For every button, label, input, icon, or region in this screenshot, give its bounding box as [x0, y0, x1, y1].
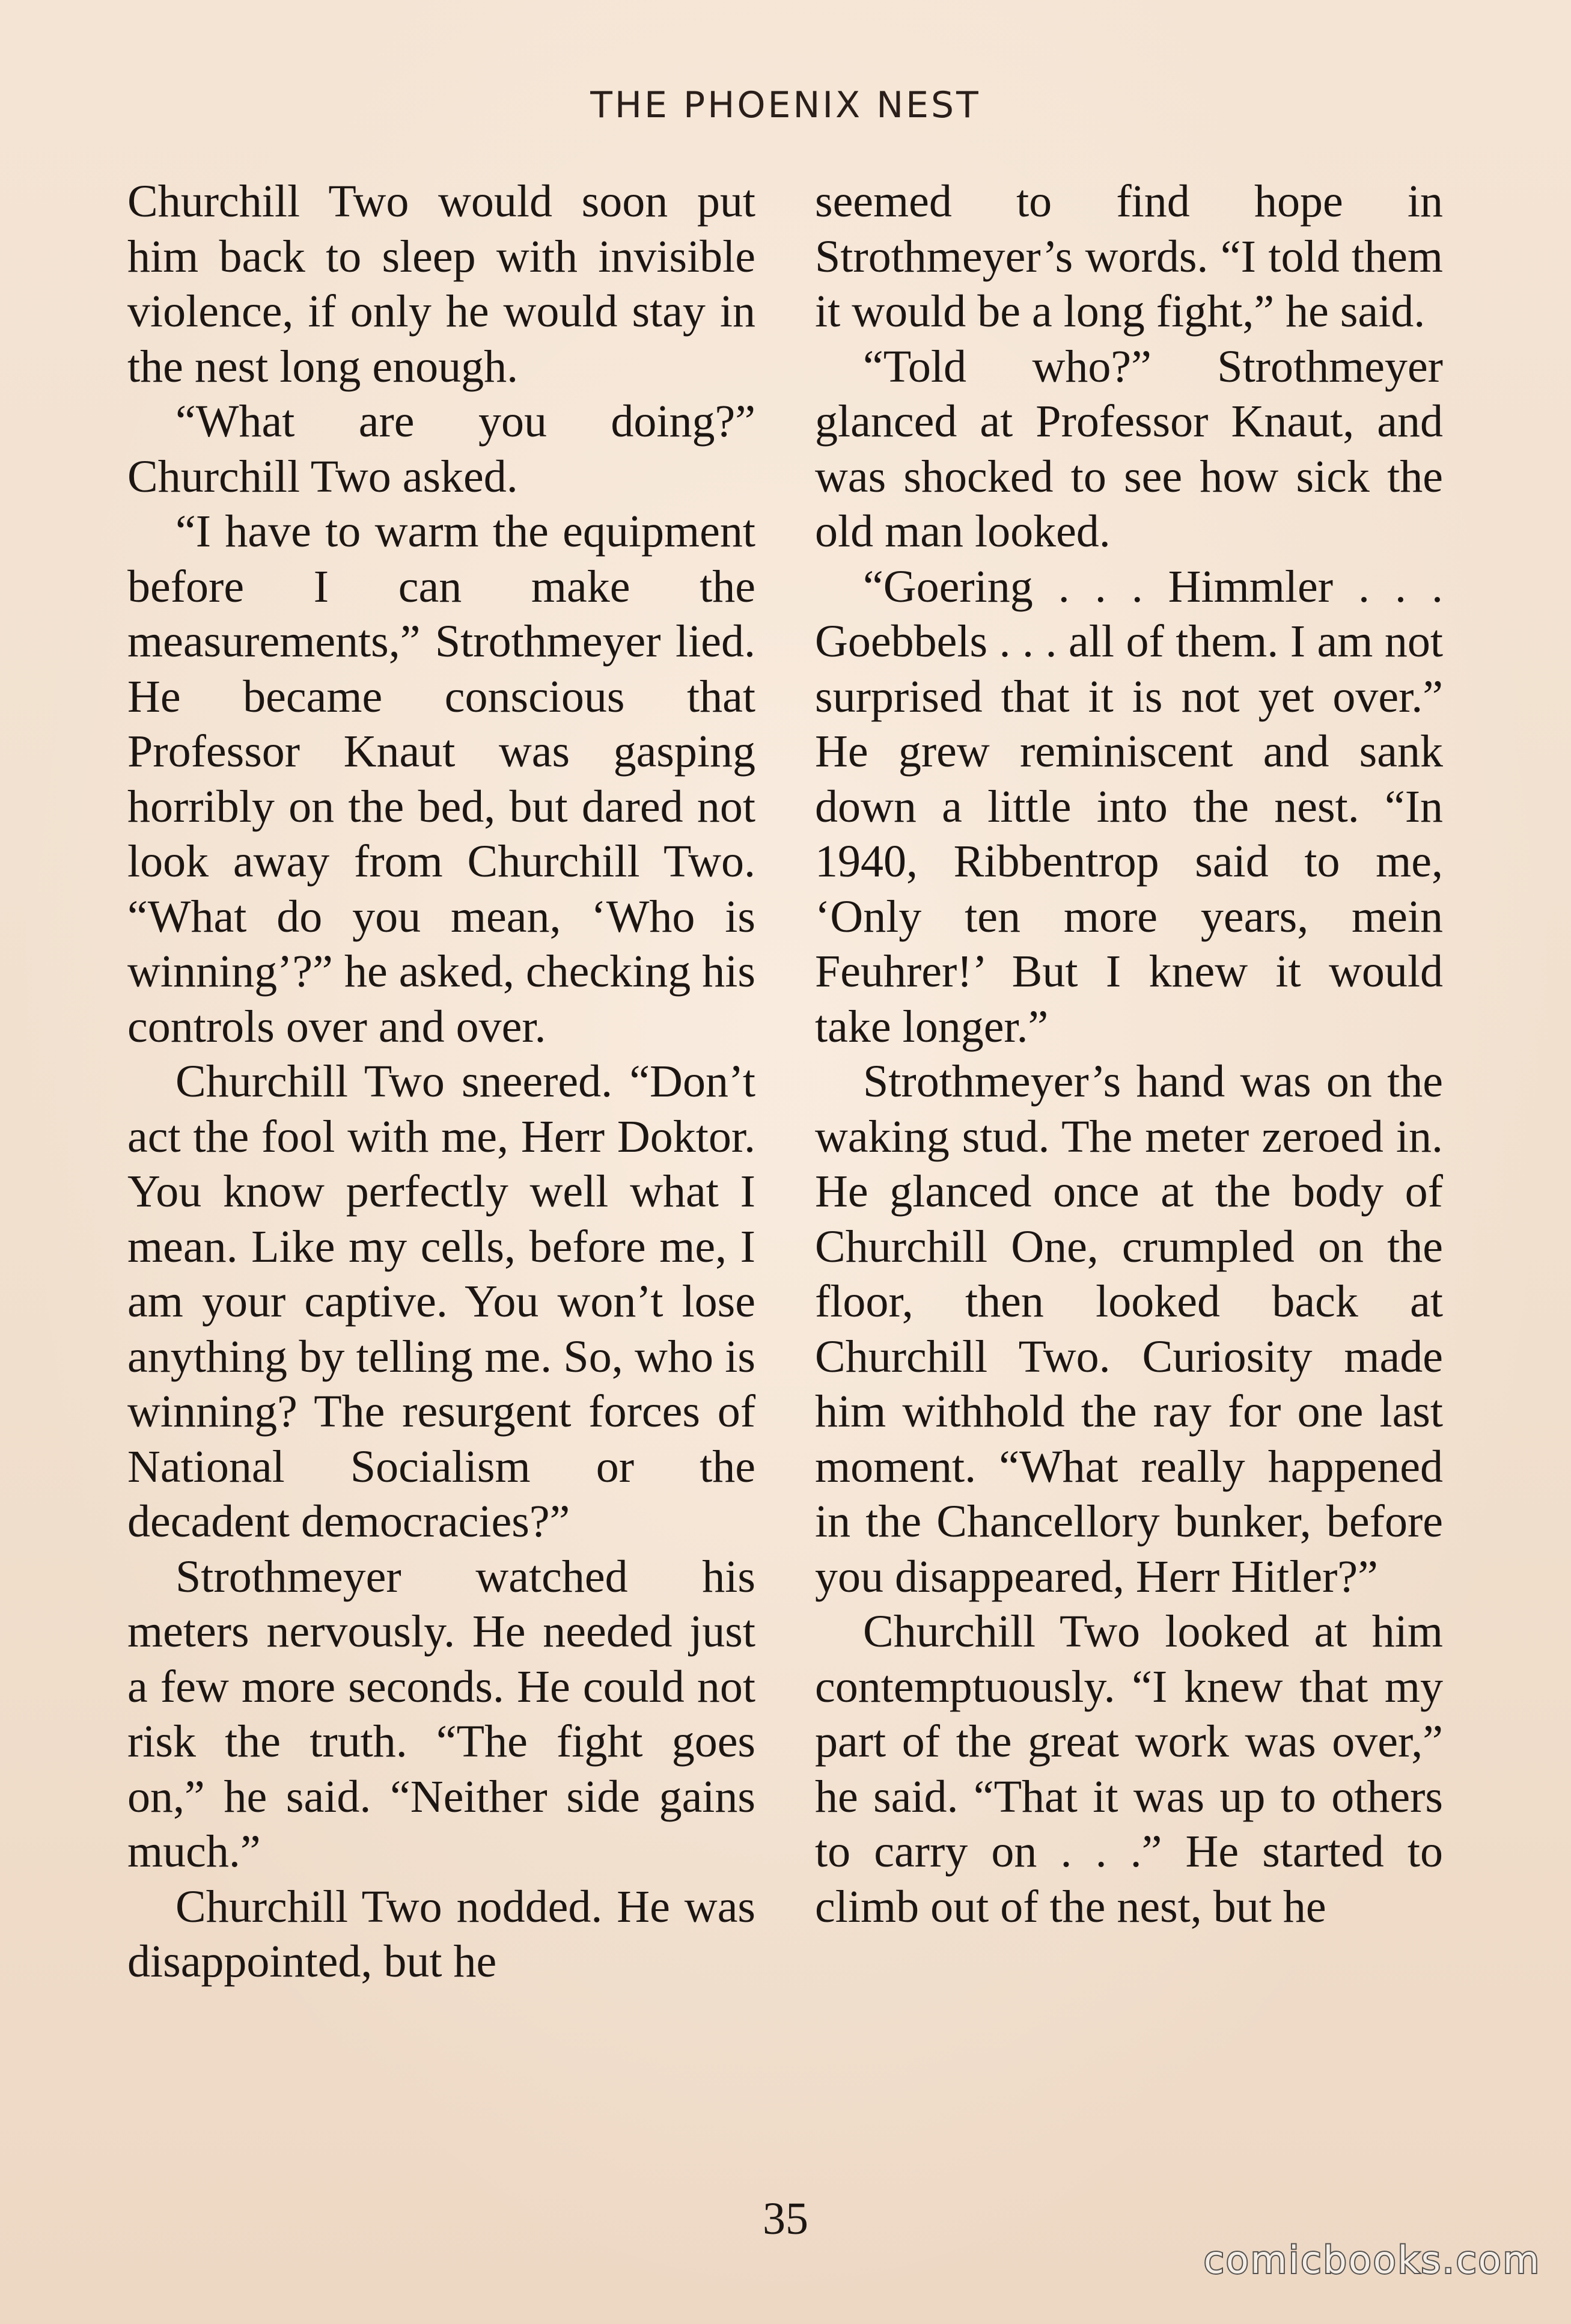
- page-number: 35: [763, 2194, 808, 2244]
- paragraph: “What are you doing?” Churchill Two asked.: [127, 396, 755, 502]
- paragraph: “I have to warm the equipment before I can make the measurements,” Strothmeyer lied. He became conscious that Professor Knaut was gasping horribly on the bed, but dared not look away from Churchill Two. “What do you mean, ‘Who is winning’?” he asked, checking his controls over and over.: [127, 506, 755, 1052]
- paragraph: Strothmeyer watched his meters nervously. He needed just a few more seconds. He could not risk the truth. “The fight goes on,” he said. “Neither side gains much.”: [127, 1551, 755, 1877]
- paragraph: Strothmeyer’s hand was on the waking stud. The meter zeroed in. He glanced once at the body of Churchill One, crumpled on the floor, then looked back at Churchill Two. Curiosity made him withhold the ray for one last moment. “What really happened in the Chancellory bunker, before you disappeared, Herr Hitler?”: [815, 1056, 1443, 1602]
- paragraph: Churchill Two looked at him contemptuously. “I knew that my part of the great work was over,” he said. “That it was up to others to carry on . . .” He started to climb out of the nest, but he: [815, 1606, 1443, 1932]
- paragraph: Churchill Two would soon put him back to sleep with invisible violence, if only he would stay in the nest long enough.: [127, 176, 755, 392]
- paragraph: “Goering . . . Himmler . . . Goebbels . . . all of them. I am not surprised that it is not yet over.” He grew reminiscent and sank down a little into the nest. “In 1940, Ribbentrop said to me, ‘Only ten more years, mein Feuhrer!’ But I knew it would take longer.”: [815, 561, 1443, 1052]
- paragraph: Churchill Two nodded. He was disappointed, but he: [127, 1881, 755, 1987]
- paragraph: “Told who?” Strothmeyer glanced at Professor Knaut, and was shocked to see how sick the old man looked.: [815, 341, 1443, 557]
- watermark: comicbooks.com: [1203, 2238, 1541, 2282]
- text-column-left: [127, 174, 755, 1990]
- running-title: THE PHOENIX NEST: [590, 84, 981, 126]
- paragraph: Churchill Two sneered. “Don’t act the fool with me, Herr Doktor. You know perfectly well what I mean. Like my cells, before me, I am your captive. You won’t lose anything by telling me. So, who is winning? The resurgent forces of National Socialism or the decadent democracies?”: [127, 1056, 755, 1547]
- paragraph: seemed to find hope in Strothmeyer’s words. “I told them it would be a long fight,” he said.: [815, 176, 1443, 337]
- text-column-right: [815, 174, 1443, 1934]
